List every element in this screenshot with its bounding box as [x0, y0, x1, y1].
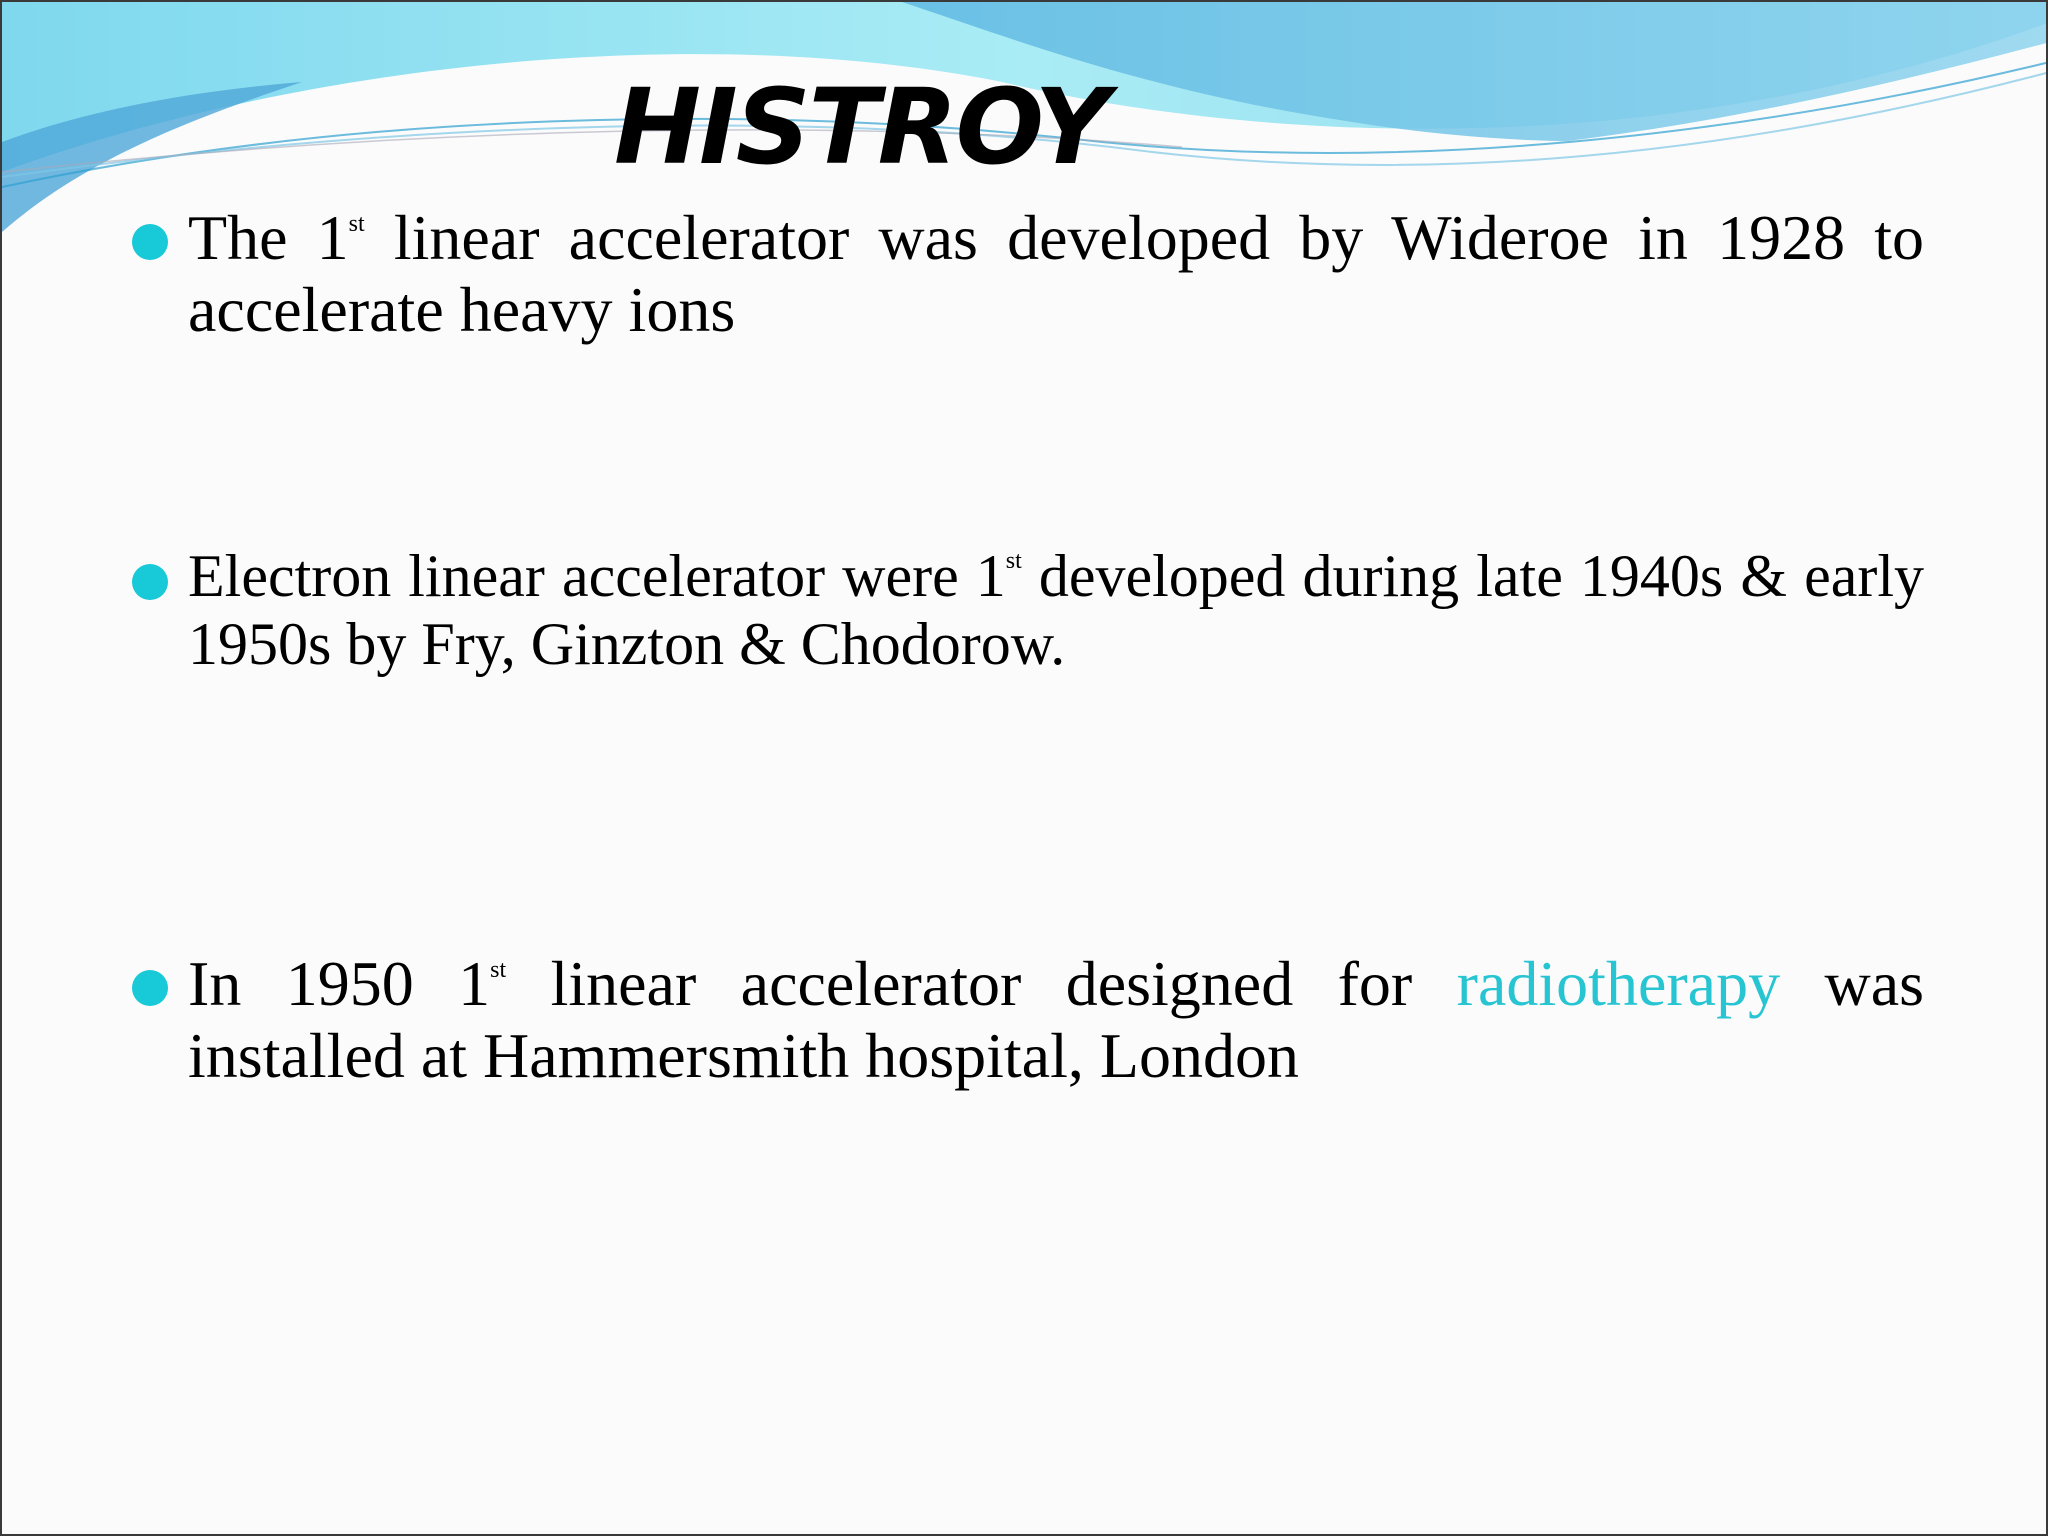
- bullet-dot-icon: [132, 224, 168, 260]
- slide-title: HISTROY: [614, 66, 1108, 188]
- highlighted-term: radiotherapy: [1456, 948, 1781, 1019]
- bullet-item: [132, 948, 1924, 1092]
- bullet-text: The 1st linear accelerator was developed by Wideroe in 1928 to accelerate heavy ions: [188, 202, 1925, 345]
- bullet-dot-icon: [132, 564, 168, 600]
- bullet-item: [132, 202, 1924, 346]
- bullet-text: In 1950 1st linear accelerator designed for radiotherapy was installed at Hammersmith hospital, London: [188, 948, 1925, 1091]
- bullet-item: [132, 542, 1924, 678]
- bullet-text: Electron linear accelerator were 1st developed during late 1940s & early 1950s by Fry, Ginzton & Chodorow.: [188, 543, 1924, 677]
- bullet-dot-icon: [132, 970, 168, 1006]
